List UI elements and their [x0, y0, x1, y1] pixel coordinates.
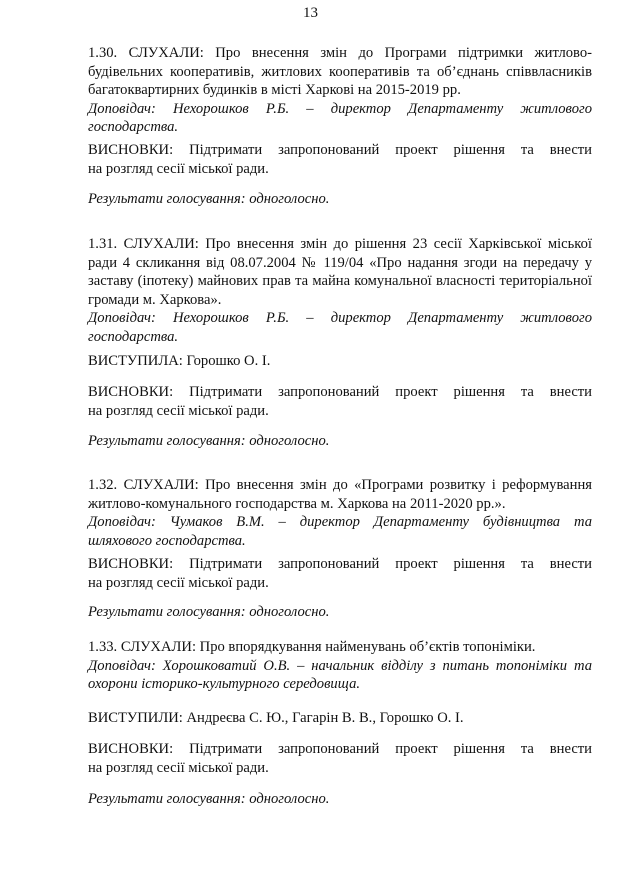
- heard-line: ради 4 скликання від 08.07.2004 № 119/04 «Про надання згоди на передачу у: [88, 254, 592, 271]
- conclusion-1-33: [88, 740, 592, 777]
- vote-result: Результати голосування: одноголосно.: [88, 191, 330, 207]
- speaker-line: господарства.: [88, 328, 179, 345]
- conclusion-line: ВИСНОВКИ: Підтримати запропонований проект рішення та внести: [88, 741, 592, 757]
- agenda-item-1-32: [88, 476, 592, 550]
- speaker-line: Доповідач: Чумаков В.М. – директор Департаменту будівництва та: [88, 514, 592, 530]
- speaker-line: господарства.: [88, 119, 179, 135]
- agenda-item-1-30: [88, 44, 592, 137]
- conclusion-line: на розгляд сесії міської ради.: [88, 574, 269, 591]
- speaker-line: охорони історико-культурного середовища.: [88, 676, 361, 692]
- conclusion-line: ВИСНОВКИ: Підтримати запропонований проект рішення та внести: [88, 142, 592, 158]
- speaker-line: шляхового господарства.: [88, 532, 246, 549]
- conclusion-line: ВИСНОВКИ: Підтримати запропонований проект рішення та внести: [88, 556, 592, 572]
- page-number: 13: [303, 5, 318, 21]
- heard-line: житлово-комунального господарства м. Харкова на 2011-2020 рр.».: [88, 495, 506, 512]
- speaker-line: Доповідач: Нехорошков Р.Б. – директор Департаменту житлового: [88, 310, 592, 326]
- speaker-line: Доповідач: Нехорошков Р.Б. – директор Департаменту житлового: [88, 100, 592, 117]
- heard-line: громади м. Харкова».: [88, 291, 222, 308]
- vote-result: Результати голосування: одноголосно.: [88, 433, 330, 449]
- conclusion-line: на розгляд сесії міської ради.: [88, 160, 269, 177]
- heard-line: 1.33. СЛУХАЛИ: Про впорядкування найменувань об’єктів топоніміки.: [88, 639, 536, 655]
- speaker-line: Доповідач: Хорошковатий О.В. – начальник відділу з питань топоніміки та: [88, 657, 592, 674]
- conclusion-line: на розгляд сесії міської ради.: [88, 402, 269, 419]
- heard-line: 1.30. СЛУХАЛИ: Про внесення змін до Програми підтримки житлово-: [88, 45, 592, 61]
- heard-line: заставу (іпотеку) майнових прав та майна комунальної власності територіальної: [88, 273, 592, 289]
- heard-line: будівельних кооперативів, житлових кооперативів та об’єднань співвласників: [88, 63, 592, 80]
- conclusion-1-31: [88, 383, 592, 420]
- conclusion-1-32: [88, 555, 592, 592]
- heard-line: багатоквартирних будинків в місті Харкові на 2015-2019 рр.: [88, 82, 461, 98]
- vote-result: Результати голосування: одноголосно.: [88, 791, 330, 807]
- agenda-item-1-33: [88, 638, 592, 694]
- speech-1-33: ВИСТУПИЛИ: Андреєва С. Ю., Гагарін В. В., Горошко О. І.: [88, 710, 464, 726]
- vote-result: Результати голосування: одноголосно.: [88, 604, 330, 620]
- agenda-item-1-31: [88, 235, 592, 346]
- heard-line: 1.32. СЛУХАЛИ: Про внесення змін до «Програми розвитку і реформування: [88, 477, 592, 493]
- conclusion-line: ВИСНОВКИ: Підтримати запропонований проект рішення та внести: [88, 384, 592, 400]
- conclusion-line: на розгляд сесії міської ради.: [88, 759, 269, 776]
- speech-1-31: ВИСТУПИЛА: Горошко О. І.: [88, 353, 271, 369]
- conclusion-1-30: [88, 141, 592, 178]
- heard-line: 1.31. СЛУХАЛИ: Про внесення змін до рішення 23 сесії Харківської міської: [88, 236, 592, 252]
